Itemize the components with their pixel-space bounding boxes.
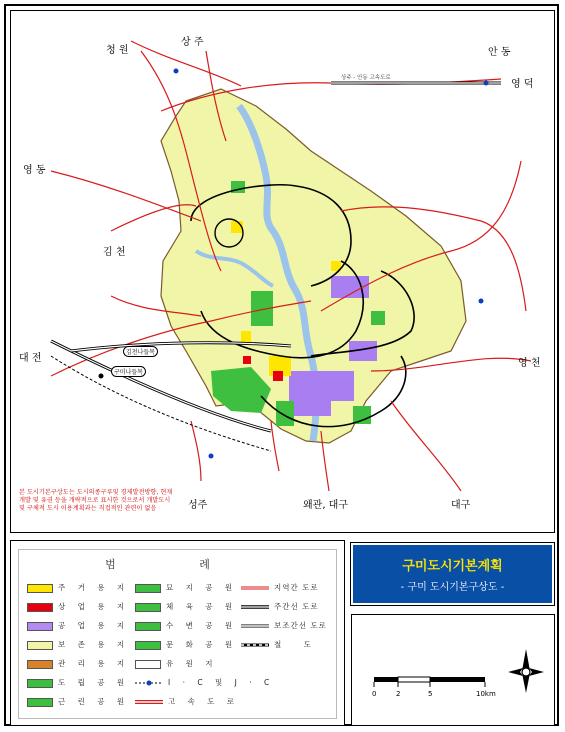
place-yeongdeok: 영 덕 — [511, 79, 534, 90]
map-subtitle: - 구미 도시기본구상도 - — [400, 582, 505, 593]
scale-tick: 10km — [476, 690, 496, 698]
industrial-zone — [329, 371, 354, 401]
ic-label: 김천나들목 — [123, 346, 158, 357]
place-yeongcheon: 영 천 — [518, 358, 541, 369]
regional-road — [271, 421, 279, 471]
legend-item: 공 업 용 지 — [27, 620, 129, 632]
swatch — [135, 641, 161, 650]
regional-road-symbol — [241, 582, 269, 594]
ic-marker — [209, 454, 214, 459]
legend-item: 주간선 도로 — [241, 601, 319, 613]
swatch — [135, 622, 161, 631]
map-canvas[interactable] — [11, 11, 555, 533]
residential-zone — [241, 331, 251, 343]
legend-item: 주 거 용 지 — [27, 582, 129, 594]
place-andong: 안 동 — [488, 47, 511, 58]
place-yeongdong: 영 동 — [23, 165, 46, 176]
ic-symbol — [135, 677, 163, 689]
commercial-zone — [273, 371, 283, 381]
swatch — [27, 698, 53, 707]
railway-symbol — [241, 639, 269, 651]
place-seongju: 성주 — [188, 500, 208, 511]
legend-panel — [10, 540, 345, 726]
scale-box — [351, 614, 555, 726]
expressway-label: 상주 - 안동 고속도로 — [341, 75, 391, 81]
legend-item: 유 원 지 — [135, 658, 218, 670]
title-box — [351, 543, 554, 605]
legend-item: 지역간 도로 — [241, 582, 319, 594]
green-zone — [276, 401, 294, 426]
ic-label: 구미나들목 — [111, 366, 146, 377]
ic-marker — [484, 81, 489, 86]
legend-item: 고 속 도 로 — [135, 696, 239, 708]
swatch — [135, 660, 161, 669]
legend-item: 보조간선 도로 — [241, 620, 327, 632]
legend-item: I · C 및 J · C — [135, 677, 274, 689]
legend-item: 철 도 — [241, 639, 321, 651]
regional-road — [191, 421, 201, 481]
sub-arterial-road-symbol — [241, 620, 269, 632]
ic-marker — [174, 69, 179, 74]
legend-item: 관 리 용 지 — [27, 658, 129, 670]
regional-road — [391, 401, 461, 491]
swatch — [27, 660, 53, 669]
place-cheongwon: 청 원 — [106, 45, 129, 56]
expressway-symbol — [135, 696, 163, 708]
scale-tick: 2 — [396, 690, 401, 698]
swatch — [27, 603, 53, 612]
arterial-road-symbol — [241, 601, 269, 613]
legend-item: 근 린 공 원 — [27, 696, 129, 708]
north-arrow-icon — [506, 647, 546, 697]
legend-item: 보 존 용 지 — [27, 639, 129, 651]
legend-item: 도 립 공 원 — [27, 677, 129, 689]
swatch — [135, 584, 161, 593]
swatch — [27, 679, 53, 688]
industrial-zone — [289, 371, 331, 416]
ic-marker — [479, 299, 484, 304]
legend-item: 수 변 공 원 — [135, 620, 237, 632]
swatch — [27, 584, 53, 593]
scale-tick: 5 — [428, 690, 433, 698]
map-title: 구미도시기본계획 — [402, 559, 503, 574]
swatch — [27, 622, 53, 631]
place-daegu: 대구 — [451, 500, 471, 511]
commercial-zone — [243, 356, 251, 364]
legend-item: 상 업 용 지 — [27, 601, 129, 613]
map-panel[interactable] — [10, 10, 555, 533]
green-zone — [371, 311, 385, 325]
ic-marker — [99, 374, 104, 379]
place-gimcheon: 김 천 — [103, 247, 126, 258]
scale-tick: 0 — [372, 690, 377, 698]
swatch — [135, 603, 161, 612]
legend-item: 체 육 공 원 — [135, 601, 237, 613]
place-sangju: 상 주 — [181, 37, 204, 48]
legend-item: 문 화 공 원 — [135, 639, 237, 651]
map-note: 본 도시기본구상도는 도시의종구루및 경제발전방향, 현재 개발 및 유권 등을 개략적으로 표시한 것으로서 개발도시 및 구체적 도시 이용계획과는 직접적인 관련이 없음 — [19, 489, 173, 513]
place-waegwan-daegu: 왜관, 대구 — [303, 500, 348, 511]
legend-inner — [18, 549, 337, 719]
place-daejeon: 대 전 — [19, 353, 42, 364]
legend-item: 묘 지 공 원 — [135, 582, 237, 594]
legend-title: 범 례 — [105, 558, 250, 571]
swatch — [27, 641, 53, 650]
